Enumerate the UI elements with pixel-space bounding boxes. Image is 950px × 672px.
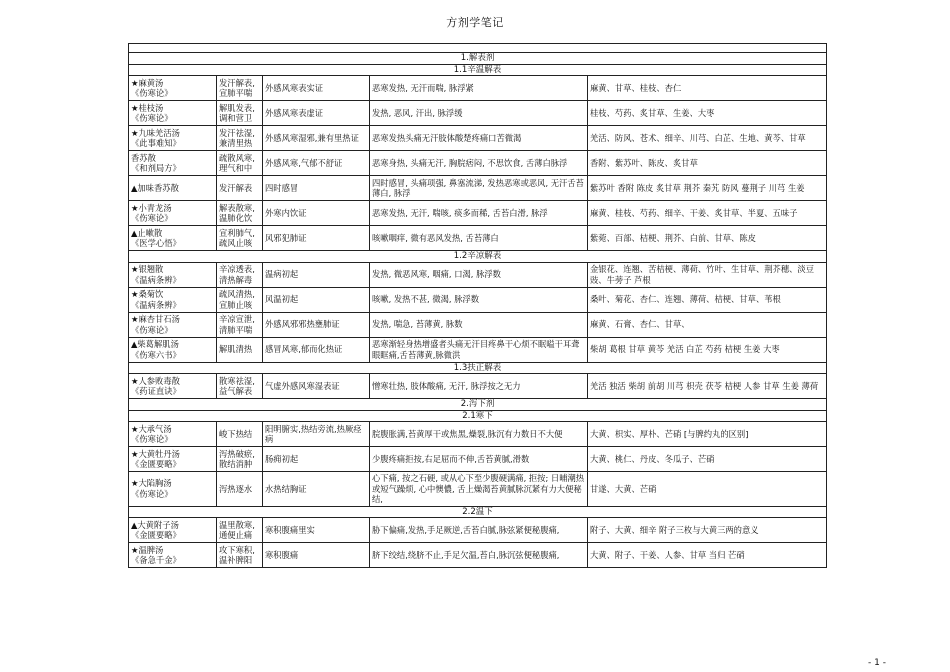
function-cell (217, 422, 263, 447)
formula-name: ★大黄牡丹汤 (131, 448, 180, 459)
symptoms-text: 脐下绞结,绕脐不止,手足欠温,苔白,脉沉弦便秘腹痛, (372, 549, 560, 560)
formula-source: 《伤寒论》 (131, 88, 173, 98)
symptoms-text: 胁下偏痛,发热,手足厥逆,舌苔白腻,脉弦紧便秘腹痛, (372, 524, 560, 535)
function-line: 峻下热结 (219, 428, 253, 439)
subsection-heading: 1.3扶正解表 (129, 362, 827, 374)
function-line: 散寒祛湿, (219, 375, 255, 386)
table-row (129, 518, 827, 543)
symptoms-cell (370, 76, 588, 101)
function-line: 泻热破瘀, (219, 448, 255, 459)
indication-cell: 风温初起 (263, 287, 370, 312)
indication-cell: 外感风邪邪热壅肺证 (263, 312, 370, 337)
function-line: 宣肺止咳 (219, 299, 253, 310)
formula-name-cell (129, 422, 217, 447)
herbs-cell (588, 176, 827, 201)
table-row (129, 374, 827, 399)
indication-cell: 四时感冒 (263, 176, 370, 201)
herbs-text: 羌活、防风、苍术、细辛、川芎、白芷、生地、黄芩、甘草 (590, 132, 806, 143)
subsection-heading-row (129, 410, 827, 422)
symptoms-cell (370, 337, 588, 362)
symptoms-cell (370, 226, 588, 251)
formula-name: ★大承气汤 (131, 423, 172, 434)
section-heading: 1.解表剂 (129, 53, 827, 65)
function-line: 兼清里热 (219, 138, 253, 148)
blank-row (129, 44, 827, 53)
formula-name: ★九味羌活汤 (131, 127, 180, 138)
function-line: 理气和中 (219, 163, 253, 173)
herbs-text: 大黄、枳实、厚朴、芒硝 [与脾约丸的区别] (590, 428, 749, 439)
herbs-text: 香附、紫苏叶、陈皮、炙甘草 (590, 157, 698, 168)
formula-name: ★小青龙汤 (131, 202, 172, 213)
formula-source: 《医学心悟》 (131, 238, 181, 248)
formula-source: 《此事难知》 (131, 138, 181, 148)
function-line: 解表散寒, (219, 202, 255, 213)
formula-source: 《伤寒论》 (131, 113, 173, 123)
table-row (129, 287, 827, 312)
function-cell (217, 472, 263, 507)
symptoms-text: 心下痛, 按之石硬, 或从心下至少腹硬满痛, 拒按; 日晡潮热或短气躁烦, 心中懊憹, 舌上燥渴苔黄腻脉沉紧有力大便秘结, (372, 473, 585, 504)
function-line: 散结消肿 (219, 459, 253, 469)
function-line: 攻下寒积, (219, 544, 255, 555)
function-line: 辛凉透表, (219, 264, 255, 274)
herbs-cell (588, 262, 827, 287)
indication-cell: 风邪犯肺证 (263, 226, 370, 251)
herbs-text: 甘遂、大黄、芒硝 (590, 483, 657, 494)
function-line: 辛凉宣泄, (219, 314, 255, 324)
indication-cell: 外寒内饮证 (263, 201, 370, 226)
symptoms-cell (370, 101, 588, 126)
herbs-cell (588, 126, 827, 151)
formula-name-cell (129, 151, 217, 176)
function-cell (217, 312, 263, 337)
symptoms-cell (370, 472, 588, 507)
herbs-text: 紫苏叶 香附 陈皮 炙甘草 荆芥 秦艽 防风 蔓荆子 川芎 生姜 (590, 182, 805, 193)
formula-name: 香苏散 (131, 152, 156, 163)
formula-name: ★大陷胸汤 (131, 478, 172, 489)
herbs-cell (588, 543, 827, 568)
formula-source: 《伤寒六书》 (131, 349, 181, 360)
formula-source: 《温病条辨》 (131, 299, 181, 310)
table-row (129, 76, 827, 101)
formula-source: 《伤寒论》 (131, 324, 173, 335)
function-cell (217, 101, 263, 126)
herbs-text: 麻黄、桂枝、芍药、细辛、干姜、炙甘草、半夏、五味子 (590, 207, 798, 218)
symptoms-text: 四时感冒, 头痛项强, 鼻塞流涕, 发热恶寒或恶风, 无汗舌苔薄白, 脉浮 (372, 177, 584, 198)
function-cell (217, 518, 263, 543)
function-line: 温肺化饮 (219, 213, 253, 223)
formula-source: 《伤寒论》 (131, 213, 173, 223)
herbs-cell (588, 518, 827, 543)
indication-cell: 外感风寒表实证 (263, 76, 370, 101)
function-cell (217, 447, 263, 472)
indication-cell: 感冒风寒,郁而化热证 (263, 337, 370, 362)
function-line: 温里散寒, (219, 519, 255, 530)
symptoms-text: 恶寒发热, 无汗, 喘咳, 痰多而稀, 舌苔白滑, 脉浮 (372, 207, 548, 218)
symptoms-text: 咳嗽咽痒, 微有恶风发热, 舌苔薄白 (372, 232, 499, 243)
formula-name-cell (129, 472, 217, 507)
table-row (129, 176, 827, 201)
herbs-cell (588, 201, 827, 226)
symptoms-text: 少腹疼痛拒按,右足屈而不伸,舌苔黄腻,滑数 (372, 453, 530, 464)
herbs-text: 羌活 独活 柴胡 前胡 川芎 枳壳 茯苓 桔梗 人参 甘草 生姜 薄荷 (590, 380, 819, 391)
indication-cell: 肠痈初起 (263, 447, 370, 472)
symptoms-cell (370, 312, 588, 337)
formula-name-cell (129, 518, 217, 543)
section-heading-row (129, 399, 827, 411)
function-cell (217, 337, 263, 362)
symptoms-text: 憎寒壮热, 肢体酸痛, 无汗, 脉浮按之无力 (372, 380, 521, 391)
herbs-text: 柴胡 葛根 甘草 黄芩 羌活 白芷 芍药 桔梗 生姜 大枣 (590, 344, 780, 355)
formula-name: ★人参败毒散 (131, 375, 180, 386)
symptoms-text: 发热, 恶风, 汗出, 脉浮缓 (372, 107, 463, 118)
function-cell (217, 126, 263, 151)
formula-source: 《备急千金》 (131, 555, 181, 565)
formula-name-cell (129, 262, 217, 287)
formula-name: ▲柴葛解肌汤 (131, 339, 179, 349)
formula-name-cell (129, 201, 217, 226)
indication-cell: 外感风寒湿邪,兼有里热证 (263, 126, 370, 151)
herbs-text: 麻黄、甘草、桂枝、杏仁 (590, 82, 682, 93)
symptoms-cell (370, 447, 588, 472)
herbs-cell (588, 151, 827, 176)
formula-name: ★银翘散 (131, 264, 164, 274)
subsection-heading: 2.2温下 (129, 506, 827, 518)
subsection-heading-row (129, 251, 827, 263)
subsection-heading-row (129, 506, 827, 518)
function-line: 清热解毒 (219, 274, 253, 285)
formula-name-cell (129, 287, 217, 312)
formula-source: 《和剂局方》 (131, 163, 181, 173)
formula-name-cell (129, 176, 217, 201)
document-title: 方剂学笔记 (446, 16, 504, 29)
formula-name-cell (129, 312, 217, 337)
formula-source: 《金匮要略》 (131, 459, 181, 469)
herbs-text: 桑叶、菊花、杏仁、连翘、薄荷、桔梗、甘草、苇根 (590, 294, 781, 305)
subsection-heading-row (129, 362, 827, 374)
herbs-text: 大黄、附子、干姜、人参、甘草 当归 芒硝 (590, 549, 745, 560)
function-line: 泻热逐水 (219, 483, 253, 494)
function-line: 疏风止咳 (219, 238, 253, 248)
indication-cell: 寒积腹痛里实 (263, 518, 370, 543)
indication-cell: 阳明腑实,热结旁流,热厥痉病 (263, 422, 370, 447)
formula-name: ▲加味香苏散 (131, 182, 179, 193)
formula-source: 《温病条辨》 (131, 274, 181, 285)
table-row (129, 226, 827, 251)
herbs-cell (588, 287, 827, 312)
function-cell (217, 76, 263, 101)
subsection-heading-row (129, 64, 827, 76)
symptoms-cell (370, 126, 588, 151)
symptoms-text: 咳嗽, 发热不甚, 微渴, 脉浮数 (372, 294, 480, 305)
formula-name-cell (129, 226, 217, 251)
symptoms-cell (370, 201, 588, 226)
symptoms-text: 脘腹胀满,苔黄厚干或焦黑,燥裂,脉沉有力数日不大便 (372, 428, 563, 439)
formula-name: ▲止嗽散 (131, 227, 163, 238)
herbs-cell (588, 226, 827, 251)
herbs-cell (588, 312, 827, 337)
function-cell (217, 176, 263, 201)
indication-cell: 外感风寒表虚证 (263, 101, 370, 126)
formula-name-cell (129, 374, 217, 399)
indication-cell: 气虚外感风寒湿表证 (263, 374, 370, 399)
function-cell (217, 543, 263, 568)
table-row (129, 312, 827, 337)
formula-name: ▲大黄附子汤 (131, 519, 179, 530)
function-line: 疏散风寒, (219, 152, 255, 163)
formula-source: 《伤寒论》 (131, 488, 173, 499)
herbs-text: 金银花、连翘、苦桔梗、薄荷、竹叶、生甘草、荆芥穗、淡豆豉、牛蒡子 芦根 (590, 264, 815, 285)
herbs-text: 附子、大黄、细辛 附子三枚与大黄三两的意义 (590, 524, 759, 535)
table-row (129, 337, 827, 362)
symptoms-cell (370, 543, 588, 568)
symptoms-cell (370, 422, 588, 447)
formula-name-cell (129, 76, 217, 101)
function-line: 清肺平喘 (219, 324, 253, 335)
formula-name: ★桂枝汤 (131, 102, 164, 113)
function-line: 温补脾阳 (219, 555, 253, 565)
table-row (129, 101, 827, 126)
function-line: 通便止痛 (219, 530, 253, 540)
table-row (129, 151, 827, 176)
formula-notes-table (128, 43, 827, 568)
function-line: 调和营卫 (219, 113, 253, 123)
formula-name: ★桑菊饮 (131, 289, 164, 299)
symptoms-text: 恶寒发热头痛无汗肢体酸楚疼痛口苦微渴 (372, 132, 522, 143)
section-heading-row (129, 53, 827, 65)
table-row (129, 201, 827, 226)
function-line: 发汗祛湿, (219, 127, 255, 138)
section-heading: 2.泻下剂 (129, 399, 827, 411)
formula-name-cell (129, 447, 217, 472)
function-cell (217, 262, 263, 287)
indication-cell: 外感风寒,气郁不舒证 (263, 151, 370, 176)
indication-cell: 寒积腹痛 (263, 543, 370, 568)
table-row (129, 447, 827, 472)
formula-name: ★温脾汤 (131, 544, 164, 555)
function-line: 解肌发表, (219, 102, 255, 113)
symptoms-cell (370, 176, 588, 201)
formula-name-cell (129, 543, 217, 568)
function-line: 宣利肺气, (219, 227, 255, 238)
page-number: - 1 - (868, 658, 886, 668)
table-row (129, 472, 827, 507)
formula-source: 《伤寒论》 (131, 434, 173, 444)
subsection-heading: 1.1辛温解表 (129, 64, 827, 76)
function-cell (217, 201, 263, 226)
formula-name-cell (129, 101, 217, 126)
symptoms-text: 恶寒身热, 头痛无汗, 胸脘痞闷, 不思饮食, 舌薄白脉浮 (372, 157, 568, 168)
symptoms-cell (370, 518, 588, 543)
function-line: 解肌清热 (219, 344, 253, 355)
formula-name-cell (129, 337, 217, 362)
table-row (129, 543, 827, 568)
function-cell (217, 151, 263, 176)
formula-name: ★麻杏甘石汤 (131, 314, 180, 324)
herbs-cell (588, 101, 827, 126)
herbs-text: 紫菀、百部、桔梗、荆芥、白前、甘草、陈皮 (590, 232, 756, 243)
subsection-heading: 1.2辛凉解表 (129, 251, 827, 263)
function-line: 宣肺平喘 (219, 88, 253, 98)
function-line: 发汗解表 (219, 182, 253, 193)
table-row (129, 126, 827, 151)
herbs-cell (588, 447, 827, 472)
function-line: 发汗解表, (219, 77, 255, 88)
herbs-cell (588, 472, 827, 507)
symptoms-cell (370, 374, 588, 399)
function-line: 疏风清热, (219, 289, 255, 299)
function-line: 益气解表 (219, 386, 253, 396)
symptoms-cell (370, 151, 588, 176)
formula-name: ★麻黄汤 (131, 77, 164, 88)
table-row (129, 422, 827, 447)
formula-source: 《金匮要略》 (131, 530, 181, 540)
herbs-text: 麻黄、石膏、杏仁、甘草、 (590, 319, 690, 330)
symptoms-cell (370, 287, 588, 312)
table-row (129, 262, 827, 287)
herbs-text: 大黄、桃仁、丹皮、冬瓜子、芒硝 (590, 453, 715, 464)
herbs-cell (588, 374, 827, 399)
indication-cell: 温病初起 (263, 262, 370, 287)
symptoms-text: 恶寒发热, 无汗而喘, 脉浮紧 (372, 82, 474, 93)
herbs-cell (588, 422, 827, 447)
symptoms-text: 恶寒渐轻身热增盛者头痛无汗目疼鼻干心烦不眠嗌干耳聋眼眶痛,舌苔薄黄,脉微洪 (372, 339, 580, 360)
herbs-text: 桂枝、芍药、炙甘草、生姜、大枣 (590, 107, 715, 118)
formula-name-cell (129, 126, 217, 151)
indication-cell: 水热结胸证 (263, 472, 370, 507)
symptoms-cell (370, 262, 588, 287)
function-cell (217, 226, 263, 251)
formula-source: 《药证直诀》 (131, 386, 181, 396)
herbs-cell (588, 337, 827, 362)
function-cell (217, 287, 263, 312)
function-cell (217, 374, 263, 399)
subsection-heading: 2.1寒下 (129, 410, 827, 422)
symptoms-text: 发热, 微恶风寒, 咽痛, 口渴, 脉浮数 (372, 269, 501, 280)
symptoms-text: 发热, 喘急, 苔薄黄, 脉数 (372, 319, 463, 330)
herbs-cell (588, 76, 827, 101)
